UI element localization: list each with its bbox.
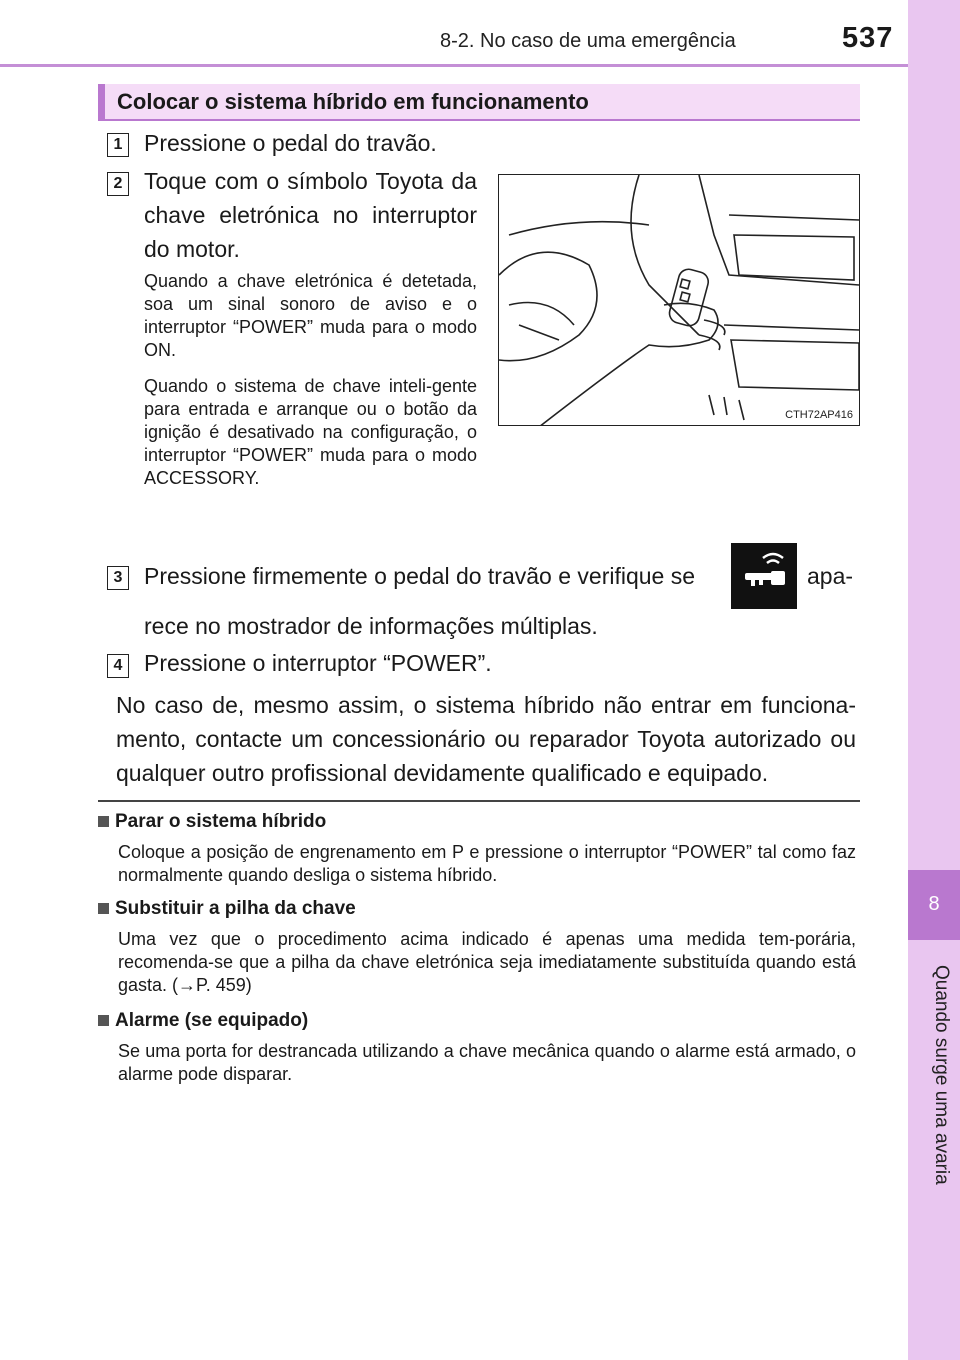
section-heading-rule (98, 119, 860, 121)
step-badge-4: 4 (107, 654, 129, 678)
section-heading-box (98, 84, 860, 120)
note-title-3-text: Alarme (se equipado) (115, 1010, 309, 1031)
note-title-1 (98, 811, 326, 833)
step-4-text: Pressione o interruptor “POWER”. (144, 650, 492, 676)
page-number: 537 (842, 22, 894, 54)
note-title-2 (98, 898, 356, 920)
bullet-square-icon (98, 903, 109, 914)
step-3-text-line2: rece no mostrador de informações múltiplas. (144, 613, 598, 639)
notes-divider (98, 800, 860, 802)
bullet-square-icon (98, 1015, 109, 1026)
step-badge-2: 2 (107, 172, 129, 196)
step-badge-3: 3 (107, 566, 129, 590)
figure-code: CTH72AP416 (785, 409, 853, 421)
note-title-2-text: Substituir a pilha da chave (115, 898, 356, 919)
key-indicator-icon (731, 543, 797, 609)
step-3-text-start: Pressione firmemente o pedal do travão e verifique se (144, 563, 696, 589)
note-title-1-text: Parar o sistema híbrido (115, 811, 327, 832)
section-title: Colocar o sistema híbrido em funcionamento (117, 89, 589, 114)
chapter-title: Quando surge uma avaria (931, 965, 952, 1185)
illustration-key-touch-switch (498, 174, 860, 426)
step-badge-1: 1 (107, 133, 129, 157)
header-section-title: 8-2. No caso de uma emergência (440, 30, 736, 52)
step-2-note-1: Quando a chave eletrónica é detetada, soa um sinal sonoro de aviso e o interruptor “POWER” muda para o modo ON. (144, 271, 477, 360)
step-3-text-end: apa- (807, 563, 854, 589)
fallback-paragraph: No caso de, mesmo assim, o sistema híbrido não entrar em funciona-mento, contacte um concessionário ou reparador Toyota autorizado ou qualquer outro profissional devidamente qualificado e equipado. (116, 692, 856, 786)
bullet-square-icon (98, 816, 109, 827)
note-body-3: Se uma porta for destrancada utilizando a chave mecânica quando o alarme está armado, o alarme pode disparar. (118, 1041, 856, 1084)
note-title-3 (98, 1010, 308, 1032)
step-2-text: Toque com o símbolo Toyota da chave eletrónica no interruptor do motor. (144, 168, 477, 262)
note-body-1: Coloque a posição de engrenamento em P e pressione o interruptor “POWER” tal como faz normalmente quando desliga o sistema híbrido. (118, 842, 856, 885)
chapter-number: 8 (928, 893, 940, 915)
header-rule (0, 64, 908, 67)
step-2-note-2: Quando o sistema de chave inteli-gente para entrada e arranque ou o botão da ignição é desativado na configuração, o interruptor “POWER” muda para o modo ACCESSORY. (144, 376, 477, 488)
note-body-2: Uma vez que o procedimento acima indicado é apenas uma medida tem-porária, recomenda-se que a pilha da chave eletrónica seja imediatamente substituída quando está gasta. (→P. 459) (118, 929, 856, 995)
line-drawing (499, 175, 860, 426)
step-1-text: Pressione o pedal do travão. (144, 130, 437, 156)
